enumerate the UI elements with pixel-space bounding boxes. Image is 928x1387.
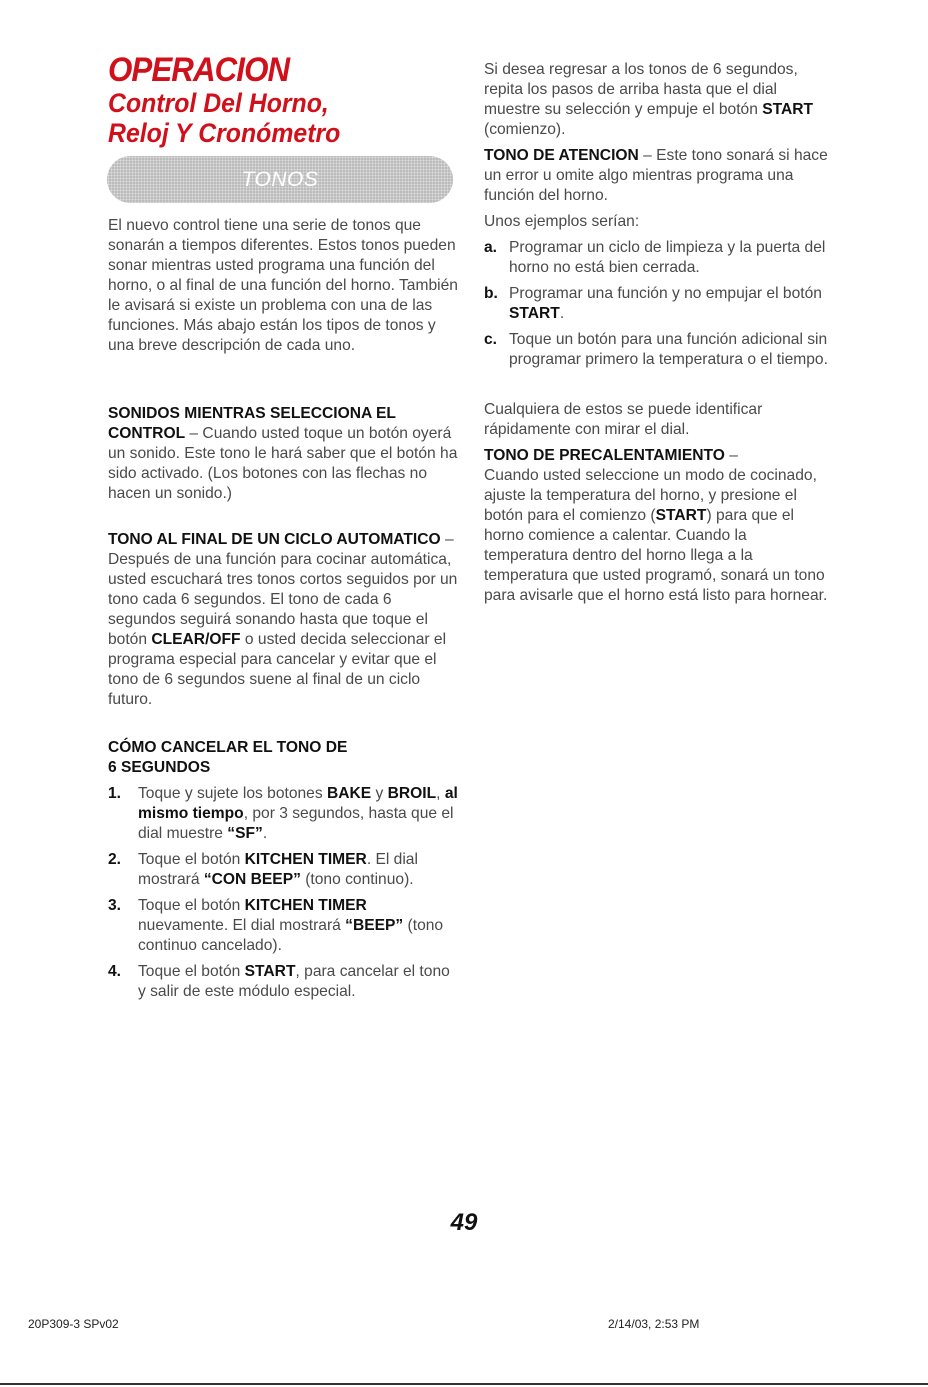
section-sonidos [108,404,460,504]
document-code: 20P309-3 SPv02 [28,1317,119,1331]
section-banner [107,156,453,203]
display-value: “BEEP” [345,917,404,934]
display-value: “SF” [227,825,263,842]
broil-label: BROIL [387,785,437,802]
bottom-rule [0,1383,928,1385]
section-cancelar [108,738,460,778]
list-item [108,784,460,844]
kitchen-timer-label: KITCHEN TIMER [244,897,367,914]
section-body [484,466,834,606]
heading-dash: – [724,447,738,464]
item-letter: c. [484,331,498,348]
clear-off-label: CLEAR/OFF [151,631,241,648]
start-label: START [244,963,296,980]
step-text: , para cancelar el tono y salir de este módulo especial. [138,963,450,1000]
banner-label: TONOS [241,167,319,191]
step-number: 1. [108,785,122,802]
start-label: START [762,101,814,118]
identify-paragraph: Cualquiera de estos se puede identificar rápidamente con mirar el dial. [484,401,763,438]
same-time-label: al mismo tiempo [138,785,458,822]
start-label: START [509,305,560,322]
start-label: START [655,507,707,524]
paragraph-text: (comienzo). [484,121,566,138]
section-body: o usted decida seleccionar el programa especial para cancelar y evitar que el tono de 6 segundos suene al final de un ciclo futuro. [108,631,447,708]
bake-label: BAKE [326,785,372,802]
section-heading: CÓMO CANCELAR EL TONO DE [108,739,348,756]
step-number: 3. [108,897,122,914]
section-body: – Este tono sonará si hace un error u omite algo mientras programa una función del horno. [484,147,828,204]
section-body: – Cuando usted toque un botón oyerá un sonido. Este tono le hará saber que el botón ha sido activado. (Los botones con las flechas no hacen un sonido.) [108,425,458,502]
section-tono-final [108,530,460,710]
step-text: Toque el botón [138,963,245,980]
step-number: 4. [108,963,122,980]
section-heading: TONO DE PRECALENTAMIENTO [484,447,725,464]
section-atencion [484,146,834,206]
page-subtitle-line1: Control Del Horno, [108,88,329,118]
step-text: Toque el botón [138,851,245,868]
list-item [484,284,834,324]
list-item [484,238,834,278]
item-text: Programar un ciclo de limpieza y la puerta del horno no está bien cerrada. [509,239,826,276]
paragraph-text: Si desea regresar a los tonos de 6 segundos, repita los pasos de arriba hasta que el dial muestre su selección y empuje el botón [484,61,798,118]
step-text: nuevamente. El dial mostrará [138,917,346,934]
section-heading-line [484,446,834,466]
section-heading: SONIDOS MIENTRAS SELECCIONA EL CONTROL [108,405,396,442]
item-letter: b. [484,285,498,302]
list-item [484,330,834,370]
intro-paragraph: El nuevo control tiene una serie de tonos que sonarán a tiempos diferentes. Estos tonos pueden sonar mientras usted programa una función del horno, o al final de una función del horno. También le avisará si existe un problema con una de las funciones. Más abajo están los tipos de tonos y una breve descripción de cada uno. [108,217,458,354]
steps-list [108,784,460,1002]
list-item [108,896,460,956]
step-text: , por 3 segundos, hasta que el dial muestre [138,805,454,842]
list-item [108,962,460,1002]
section-precalentamiento [484,446,834,606]
step-text: (tono continuo cancelado). [138,917,444,954]
section-heading: 6 SEGUNDOS [108,759,211,776]
page-title: OPERACION [108,51,290,89]
kitchen-timer-label: KITCHEN TIMER [244,851,367,868]
display-value: “CON BEEP” [203,871,301,888]
step-text: . [262,825,268,842]
page-subtitle-line2: Reloj Y Cronómetro [108,118,341,148]
step-text: (tono continuo). [300,871,414,888]
step-text: Toque y sujete los botones [138,785,327,802]
return-tones-paragraph [484,60,834,140]
paragraph-text: Cuando usted seleccione un modo de cocinado, ajuste la temperatura del horno, y presione el botón para el comienzo ( [484,467,817,524]
section-body: – Después de una función para cocinar automática, usted escuchará tres tonos cortos seguidos por un tono cada 6 segundos. El tono de cada 6 segundos seguirá sonando hasta que toque el botón [108,531,458,648]
step-number: 2. [108,851,122,868]
item-text: . [559,305,565,322]
list-item [108,850,460,890]
section-heading: TONO AL FINAL DE UN CICLO AUTOMATICO [108,531,441,548]
print-timestamp: 2/14/03, 2:53 PM [608,1317,700,1331]
item-text: Programar una función y no empujar el botón [509,285,822,302]
page-number: 49 [450,1209,478,1236]
step-text: Toque el botón [138,897,245,914]
step-text: , [436,785,445,802]
examples-list [484,238,834,370]
step-text: y [371,785,388,802]
section-heading: TONO DE ATENCION [484,147,639,164]
item-text: Toque un botón para una función adicional sin programar primero la temperatura o el tiempo. [509,331,828,368]
examples-intro: Unos ejemplos serían: [484,213,640,230]
step-text: . El dial mostrará [138,851,418,888]
item-letter: a. [484,239,498,256]
paragraph-text: ) para que el horno comience a calentar. Cuando la temperatura dentro del horno llega a la temperatura que usted programó, sonará un tono para avisarle que el horno está listo para hornear. [484,507,828,604]
